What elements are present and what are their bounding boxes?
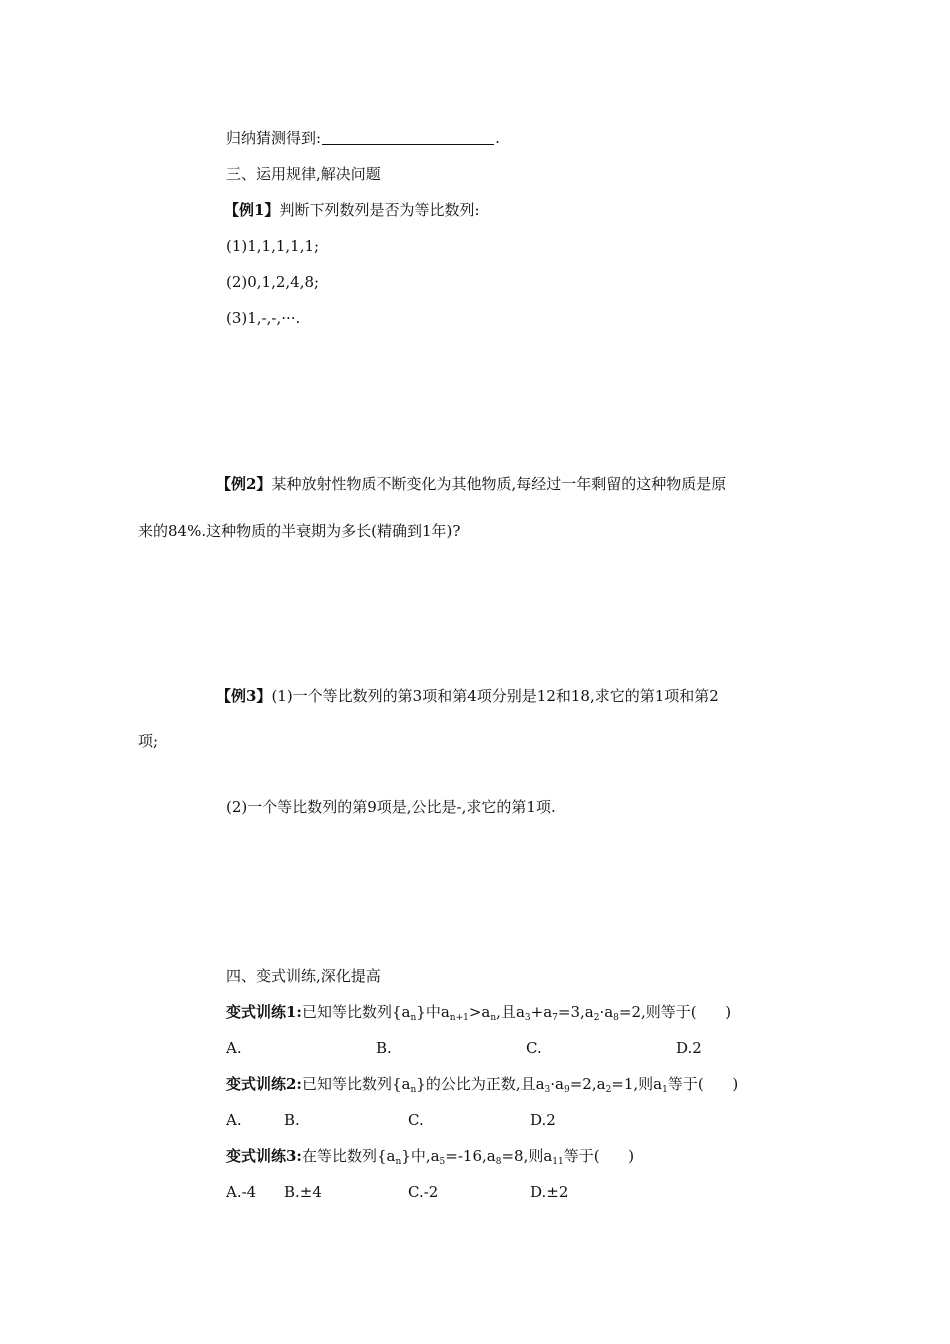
drill2-label: 变式训练2: bbox=[226, 1075, 302, 1093]
drill3-label: 变式训练3: bbox=[226, 1147, 302, 1165]
drill3-option-b: B.±4 bbox=[284, 1183, 322, 1201]
drill1-option-c: C. bbox=[526, 1039, 542, 1057]
example1-tag: 【例1】 bbox=[224, 201, 280, 219]
example2-text-1: 某种放射性物质不断变化为其他物质,每经过一年剩留的这种物质是原 bbox=[271, 475, 727, 493]
drill1-option-a: A. bbox=[226, 1039, 242, 1057]
example1-item-1: (1)1,1,1,1,1; bbox=[226, 237, 320, 255]
drill2-option-b: B. bbox=[284, 1111, 300, 1129]
drill3-option-c: C.-2 bbox=[408, 1183, 439, 1201]
answer-blank bbox=[322, 130, 494, 145]
drill1-option-d: D.2 bbox=[676, 1039, 702, 1057]
drill1-question: 变式训练1:已知等比数列$\{a_n\}$中$a_{n+1}>a_n$,且$a_3+a_7=3,a_2\cdot a_8=2$,则等于( ) bbox=[226, 1003, 732, 1023]
drill1-option-b: B. bbox=[376, 1039, 392, 1057]
induction-label: 归纳猜测得到: bbox=[226, 129, 322, 147]
drill3-question: 变式训练3:在等比数列$\{a_n\}$中$,a_5=-16,a_8=8$,则$a_{11}$等于( ) bbox=[226, 1147, 635, 1167]
example1-heading bbox=[224, 200, 480, 220]
drill2-question: 变式训练2:已知等比数列$\{a_n\}$的公比为正数,且$a_3\cdot a_9=2,a_2=1$,则$a_1$等于( ) bbox=[226, 1075, 739, 1095]
example1-text: 判断下列数列是否为等比数列: bbox=[279, 201, 480, 219]
drill3-option-d: D.±2 bbox=[530, 1183, 569, 1201]
example3-line2: 项; bbox=[138, 732, 159, 750]
example3-tag: 【例3】 bbox=[216, 687, 272, 705]
drill3-option-a: A.-4 bbox=[226, 1183, 257, 1201]
example1-item-3: (3)1,-,-,···. bbox=[226, 309, 301, 327]
induction-end: . bbox=[495, 129, 500, 147]
drill2-option-d: D.2 bbox=[530, 1111, 556, 1129]
example3-text-1: (1)一个等比数列的第3项和第4项分别是12和18,求它的第1项和第2 bbox=[271, 687, 719, 705]
example2-tag: 【例2】 bbox=[216, 475, 272, 493]
example2-line1 bbox=[216, 474, 726, 494]
drill2-option-a: A. bbox=[226, 1111, 242, 1129]
induction-line bbox=[226, 128, 500, 148]
section4-title: 四、变式训练,深化提高 bbox=[226, 967, 381, 985]
example3-line1 bbox=[216, 686, 719, 706]
example1-item-2: (2)0,1,2,4,8; bbox=[226, 273, 320, 291]
drill1-label: 变式训练1: bbox=[226, 1003, 302, 1021]
example3-part2: (2)一个等比数列的第9项是,公比是-,求它的第1项. bbox=[226, 798, 556, 816]
drill2-option-c: C. bbox=[408, 1111, 424, 1129]
section3-title: 三、运用规律,解决问题 bbox=[226, 165, 381, 183]
example2-line2: 来的84%.这种物质的半衰期为多长(精确到1年)? bbox=[138, 522, 461, 540]
